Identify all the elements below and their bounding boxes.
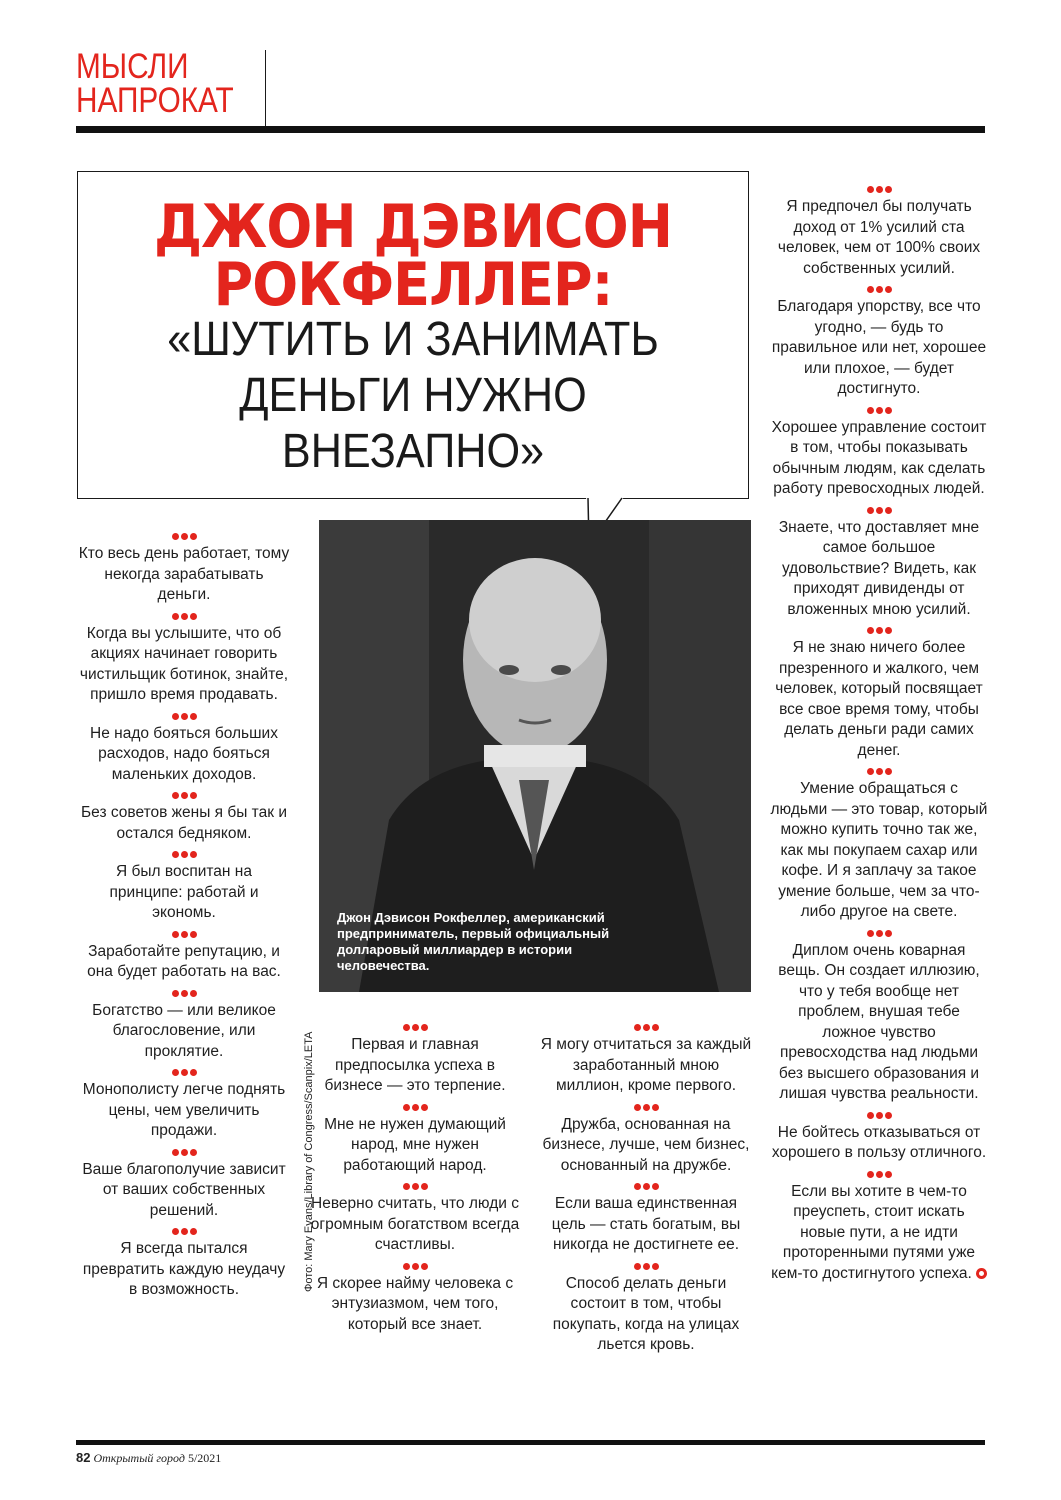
bullet-dots (864, 620, 894, 638)
quote: Когда вы услышите, что об акциях начинает говорить чистильщик ботинок, знайте, пришло время продавать. (79, 624, 289, 703)
quote: Я не знаю ничего более презренного и жалкого, чем человек, который посвящает все свое время тому, чтобы делать деньги ради самих денег. (775, 639, 983, 759)
headline-quote-line-2: ДЕНЬГИ НУЖНО (239, 369, 587, 422)
quote: Не надо бояться больших расходов, надо бояться маленьких доходов. (90, 724, 278, 783)
quotes-column-middle-2 (540, 1017, 752, 1356)
bullet-dots (169, 526, 199, 544)
bullet-dots (169, 983, 199, 1001)
quote: Если вы хотите в чем-то преуспеть, стоит искать новые пути, а не идти проторенными путями уже кем-то достигнутого успеха. (771, 1182, 976, 1282)
portrait-photo (319, 520, 751, 992)
quote: Первая и главная предпосылка успеха в бизнесе — это терпение. (324, 1036, 506, 1094)
headline-quote-line-3: ВНЕЗАПНО» (281, 425, 545, 478)
bullet-dots (864, 179, 894, 197)
bullet-dots (169, 1062, 199, 1080)
bullet-dots (631, 1176, 661, 1194)
page-number: 82 (76, 1450, 91, 1465)
bullet-dots (400, 1097, 430, 1115)
quote: Я скорее найму человека с энтузиазмом, чем того, который все знает. (316, 1274, 514, 1333)
bullet-dots (400, 1017, 430, 1035)
bullet-dots (864, 400, 894, 418)
quote: Диплом очень коварная вещь. Он создает иллюзию, что у тебя вообще нет проблем, внушая тебе ложное чувство превосходства над людьми без высшего образования и лишая чувства реальности. (778, 941, 980, 1102)
rubric-line-1: МЫСЛИ (76, 47, 189, 86)
quote: Способ делать деньги состоит в том, чтобы покупать, когда на улицах льется кровь. (552, 1274, 740, 1353)
quote: Я был воспитан на принципе: работай и экономь. (109, 863, 259, 921)
headline-name-line-1: ДЖОН ДЭВИСОН (153, 192, 673, 262)
headline-quote-line-1: «ШУТИТЬ И ЗАНИМАТЬ (167, 313, 659, 366)
quote: Ваше благополучие зависит от ваших собственных решений. (82, 1160, 286, 1219)
bullet-dots (631, 1097, 661, 1115)
quotes-column-left (78, 526, 290, 1301)
issue-number: 5/2021 (187, 1451, 222, 1465)
quote: Богатство — или великое благословение, или проклятие. (92, 1001, 276, 1060)
headline-quote (112, 312, 715, 480)
headline-name-line-2: РОКФЕЛЛЕР: (213, 250, 613, 320)
bullet-dots (169, 606, 199, 624)
rubric-divider (265, 50, 266, 126)
bullet-dots (864, 1164, 894, 1182)
bullet-dots (864, 923, 894, 941)
top-rule (76, 126, 985, 133)
photo-credit-text: Фото: Mary Evans/Library of Congress/Scanpix/LETA (303, 1031, 315, 1292)
quote: Умение обращаться с людьми — это товар, который можно купить точно так же, как мы покупаем сахар или кофе. И я заплачу за такое умение больше, чем за что-либо другое на свете. (770, 780, 988, 920)
bullet-dots (631, 1017, 661, 1035)
quote: Я предпочел бы получать доход от 1% усилий ста человек, чем от 100% своих собственных усилий. (777, 198, 981, 277)
rubric-title (76, 47, 238, 120)
quote: Если ваша единственная цель — стать богатым, вы никогда не достигнете ее. (551, 1195, 741, 1253)
headline-bubble (77, 171, 749, 499)
quote: Не бойтесь отказываться от хорошего в пользу отличного. (771, 1123, 987, 1161)
bullet-dots (864, 761, 894, 779)
bullet-dots (400, 1256, 430, 1274)
photo-caption: Джон Дэвисон Рокфеллер, американский предприниматель, первый официальный долларовый миллиардер в истории человечества. (337, 910, 610, 973)
quotes-column-middle-1 (310, 1017, 520, 1335)
bullet-dots (631, 1256, 661, 1274)
quotes-column-right (770, 179, 988, 1284)
bullet-dots (400, 1176, 430, 1194)
quote: Кто весь день работает, тому некогда зарабатывать деньги. (78, 545, 290, 603)
bullet-dots (169, 785, 199, 803)
quote: Дружба, основанная на бизнесе, лучше, чем бизнес, основанный на дружбе. (542, 1115, 750, 1174)
quote: Я всегда пытался превратить каждую неудачу в возможность. (82, 1240, 286, 1298)
bullet-dots (169, 1142, 199, 1160)
bullet-dots (864, 1105, 894, 1123)
page-footer (76, 1450, 221, 1466)
quote: Мне не нужен думающий народ, мне нужен работающий народ. (324, 1115, 506, 1174)
bullet-dots (169, 924, 199, 942)
quote: Без советов жены я бы так и остался бедняком. (81, 804, 287, 842)
bullet-dots (169, 706, 199, 724)
bullet-dots (864, 279, 894, 297)
bullet-dots (169, 844, 199, 862)
quote: Неверно считать, что люди с огромным богатством всегда счастливы. (310, 1195, 520, 1253)
end-of-article-icon (976, 1268, 987, 1279)
rubric-line-2: НАПРОКАТ (76, 81, 234, 120)
bullet-dots (864, 500, 894, 518)
magazine-name: Открытый город (93, 1451, 185, 1465)
quote: Хорошее управление состоит в том, чтобы показывать обычным людям, как сделать работу превосходных людей. (771, 418, 987, 497)
quote: Я могу отчитаться за каждый заработанный мною миллион, кроме первого. (540, 1036, 752, 1094)
quote: Благодаря упорству, все что угодно, — будь то правильное или нет, хорошее или плохое, — будет достигнуто. (771, 298, 987, 397)
quote: Знаете, что доставляет мне самое большое удовольствие? Видеть, как приходят дивиденды от вложенных мною усилий. (778, 518, 980, 618)
quote: Монополисту легче поднять цены, чем увеличить продажи. (82, 1081, 286, 1139)
quote: Заработайте репутацию, и она будет работать на вас. (87, 942, 281, 980)
bottom-rule (76, 1440, 985, 1445)
bullet-dots (169, 1221, 199, 1239)
